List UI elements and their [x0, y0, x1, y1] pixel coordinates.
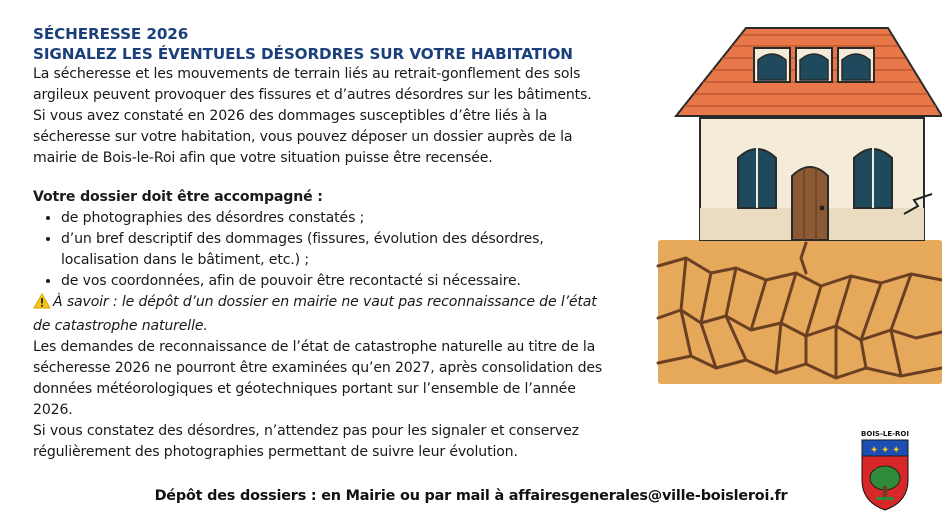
cracked-house-illustration — [656, 18, 942, 388]
intro-line: La sécheresse et les mouvements de terrain liés au retrait-gonflement des sols — [33, 66, 581, 82]
title-line-2: SIGNALEZ LES ÉVENTUELS DÉSORDRES SUR VOTRE HABITATION — [33, 45, 573, 63]
warning-icon — [33, 293, 53, 316]
list-item — [61, 229, 645, 271]
demandes-line: sécheresse 2026 ne pourront être examinées qu’en 2027, après consolidation des — [33, 360, 603, 376]
bois-le-roi-crest — [856, 428, 914, 512]
note-line — [33, 292, 645, 316]
list-item-text: localisation dans le bâtiment, etc.) ; — [61, 252, 309, 268]
footer-contact: Dépôt des dossiers : en Mairie ou par mail à affairesgenerales@ville-boisleroi.fr — [154, 488, 788, 504]
svg-text:✦: ✦ — [881, 445, 890, 456]
intro-line: argileux peuvent provoquer des fissures et d’autres désordres sur les bâtiments. — [33, 87, 592, 103]
title-line-1: SÉCHERESSE 2026 — [33, 25, 189, 43]
crest-label: BOIS-LE-ROI — [861, 430, 909, 438]
intro-line: Si vous avez constaté en 2026 des dommages susceptibles d’être liés à la — [33, 108, 548, 124]
note-text: À savoir : le dépôt d’un dossier en mairie ne vaut pas reconnaissance de l’état — [53, 294, 597, 310]
note-line: de catastrophe naturelle. — [33, 318, 208, 334]
intro-line: sécheresse sur votre habitation, vous pouvez déposer un dossier auprès de la — [33, 129, 573, 145]
dossier-heading: Votre dossier doit être accompagné : — [33, 189, 323, 205]
dossier-list — [33, 208, 645, 292]
demandes-line: données météorologiques et géotechniques portant sur l’ensemble de l’année — [33, 381, 576, 397]
list-item: • de vos coordonnées, afin de pouvoir être recontacté si nécessaire. — [61, 271, 645, 292]
main-text — [33, 24, 645, 463]
intro-line: mairie de Bois-le-Roi afin que votre situation puisse être recensée. — [33, 150, 493, 166]
conseil-line: Si vous constatez des désordres, n’attendez pas pour les signaler et conservez — [33, 423, 579, 439]
svg-text:✦: ✦ — [892, 445, 901, 456]
conseil-line: régulièrement des photographies permettant de suivre leur évolution. — [33, 444, 518, 460]
svg-text:✦: ✦ — [870, 445, 879, 456]
demandes-line: 2026. — [33, 402, 73, 418]
list-item: • de photographies des désordres constatés ; — [61, 208, 645, 229]
demandes-line: Les demandes de reconnaissance de l’état de catastrophe naturelle au titre de la — [33, 339, 596, 355]
list-item-text: d’un bref descriptif des dommages (fissures, évolution des désordres, — [61, 231, 544, 247]
